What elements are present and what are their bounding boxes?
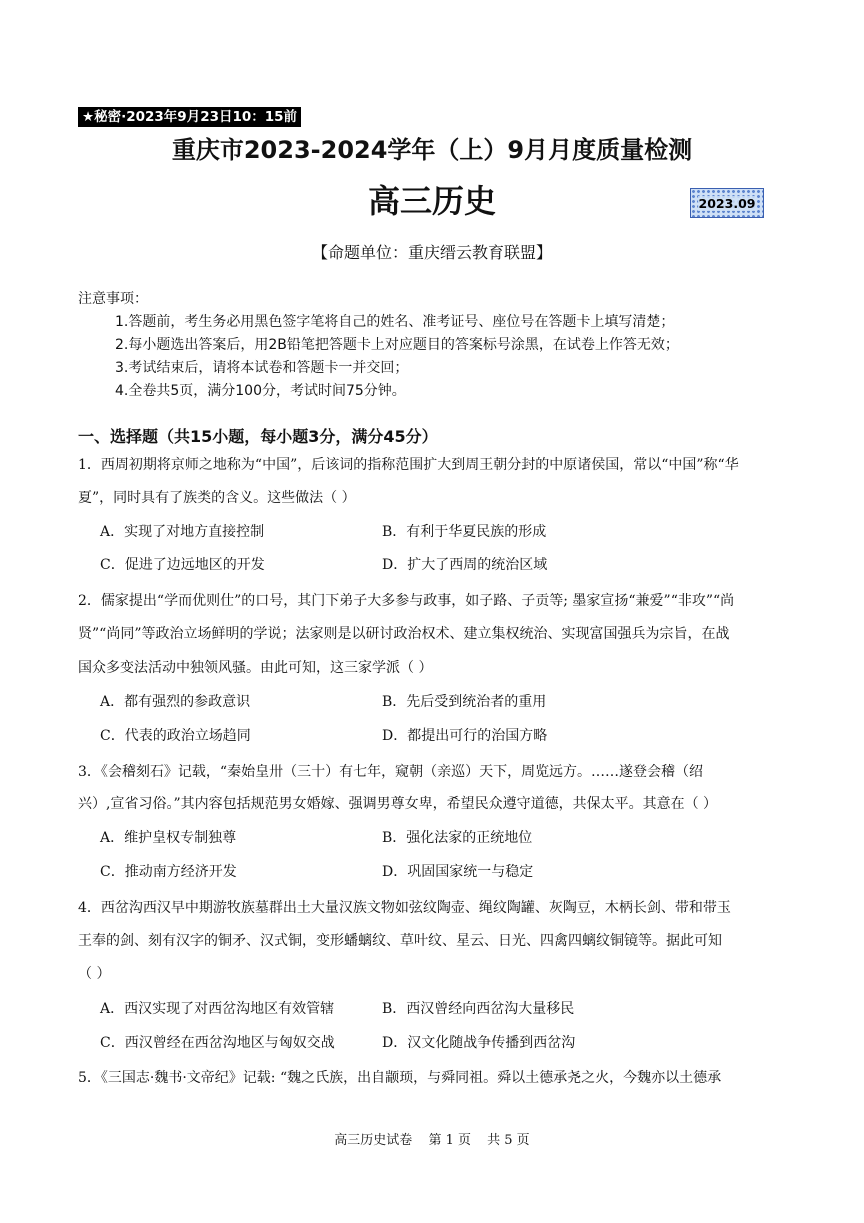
exam-main-title: 重庆市2023-2024学年（上）9月月度质量检测	[171, 136, 693, 164]
question-5-line-1: 5．《三国志·魏书·文帝纪》记载: “魏之氏族，出自颛顼，与舜同祖。舜以土德承尧之火，今魏亦以土德承	[78, 1070, 722, 1086]
question-4-option-b: B．西汉曾经向西岔沟大量移民	[382, 1001, 575, 1017]
question-4-option-d: D．汉文化随战争传播到西岔沟	[382, 1035, 576, 1051]
issuing-unit: 【命题单位：重庆缙云教育联盟】	[311, 243, 552, 262]
question-4-line-3: （ ）	[78, 966, 111, 982]
footer-page-number: 第 1 页	[428, 1133, 471, 1148]
question-1-line-2: 夏”，同时具有了族类的含义。这些做法（ ）	[78, 490, 356, 506]
question-3-option-c: C．推动南方经济开发	[100, 864, 237, 880]
question-2-option-c: C．代表的政治立场趋同	[100, 728, 251, 744]
question-4-line-2: 王奉的剑、刻有汉字的铜矛、汉式铜，变形蟠螭纹、草叶纹、星云、日光、四禽四螭纹铜镜等。据此可知	[78, 933, 722, 949]
page-footer	[0, 1131, 864, 1151]
question-2-option-a: A．都有强烈的参政意识	[100, 694, 251, 710]
question-2-option-b: B．先后受到统治者的重用	[382, 694, 547, 710]
question-3-line-2: 兴）,宣省习俗。”其内容包括规范男女婚嫁、强调男尊女卑，希望民众遵守道德，共保太平。其意在（ ）	[78, 796, 718, 812]
section-title: 一、选择题（共15小题，每小题3分，满分45分）	[78, 427, 438, 446]
notice-item: 1.答题前，考生务必用黑色签字笔将自己的姓名、准考证号、座位号在答题卡上填写清楚；	[115, 314, 675, 330]
footer-total-pages: 共 5 页	[487, 1133, 530, 1148]
question-2-line-3: 国众多变法活动中独领风骚。由此可知，这三家学派（ ）	[78, 660, 433, 676]
question-2-line-2: 贤”“尚同”等政治立场鲜明的学说；法家则是以研讨政治权术、建立集权统治、实现富国强兵为宗旨，在战	[78, 626, 730, 642]
question-1-line-1: 1．西周初期将京师之地称为“中国”，后该词的指称范围扩大到周王朝分封的中原诸侯国，常以“中国”称“华	[78, 457, 739, 473]
date-badge	[690, 188, 764, 218]
question-4-option-a: A．西汉实现了对西岔沟地区有效管辖	[100, 1001, 335, 1017]
question-1-option-b: B．有利于华夏民族的形成	[382, 524, 547, 540]
notice-heading: 注意事项：	[78, 291, 148, 307]
confidential-note: ★秘密·2023年9月23日10：15前	[78, 107, 301, 127]
question-3-line-1: 3．《会稽刻石》记载，“秦始皇卅（三十）有七年，窥朝（亲巡）天下，周览远方。……遂登会稽（绍	[78, 764, 704, 780]
notice-item: 2.每小题选出答案后，用2B铅笔把答题卡上对应题目的答案标号涂黑，在试卷上作答无效；	[115, 337, 679, 353]
footer-exam-name: 高三历史试卷	[334, 1133, 413, 1148]
notice-item: 3.考试结束后，请将本试卷和答题卡一并交回；	[115, 360, 409, 376]
notice-item: 4.全卷共5页，满分100分，考试时间75分钟。	[115, 383, 406, 399]
question-1-option-c: C．促进了边远地区的开发	[100, 557, 265, 573]
question-3-option-d: D．巩固国家统一与稳定	[382, 864, 534, 880]
question-3-option-b: B．强化法家的正统地位	[382, 830, 533, 846]
question-4-line-1: 4．西岔沟西汉早中期游牧族墓群出土大量汉族文物如弦纹陶壶、绳纹陶罐、灰陶豆，木柄长剑、带和带玉	[78, 900, 731, 916]
subject-title: 高三历史	[367, 182, 496, 220]
question-1-option-a: A．实现了对地方直接控制	[100, 524, 265, 540]
question-3-option-a: A．维护皇权专制独尊	[100, 830, 237, 846]
question-4-option-c: C．西汉曾经在西岔沟地区与匈奴交战	[100, 1035, 335, 1051]
question-2-line-1: 2．儒家提出“学而优则仕”的口号，其门下弟子大多参与政事，如子路、子贡等; 墨家宣扬“兼爱”“非攻”“尚	[78, 593, 735, 609]
question-2-option-d: D．都提出可行的治国方略	[382, 728, 548, 744]
date-badge-text: 2023.09	[698, 195, 756, 211]
question-1-option-d: D．扩大了西周的统治区域	[382, 557, 548, 573]
